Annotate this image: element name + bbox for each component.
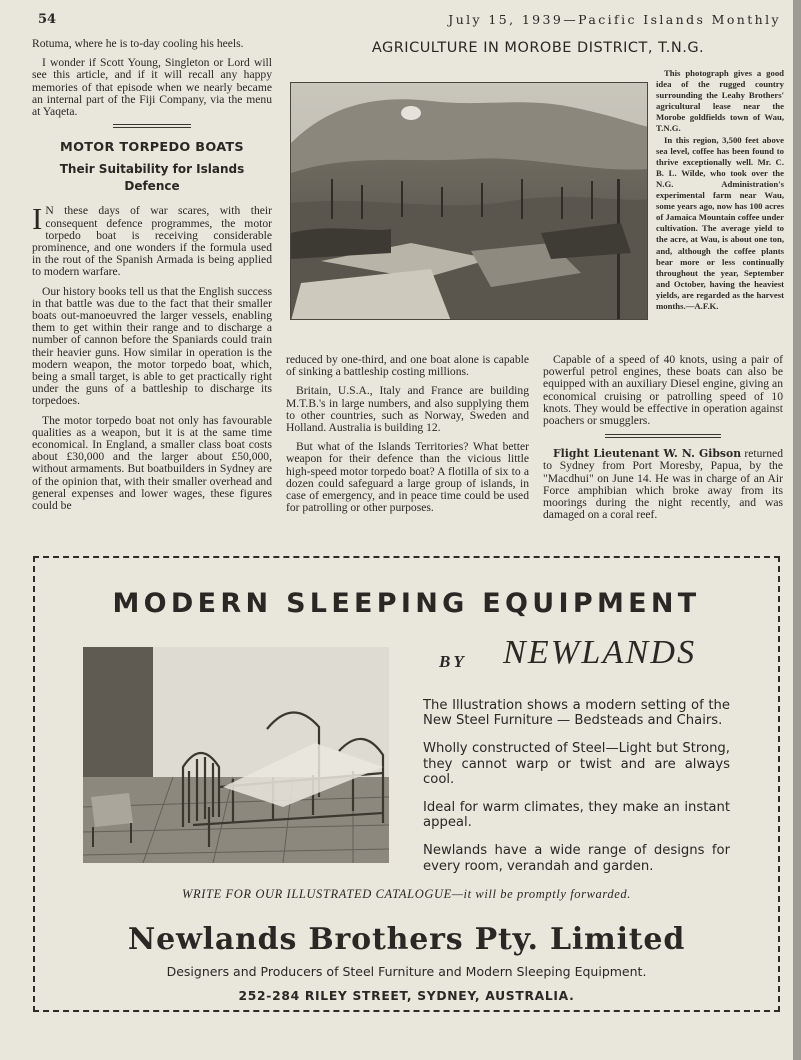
photo-feature-title: AGRICULTURE IN MOROBE DISTRICT, T.N.G.: [371, 40, 705, 56]
ad-address: 252-284 RILEY STREET, SYDNEY, AUSTRALIA.: [238, 989, 575, 1003]
ad-catalogue-offer: WRITE FOR OUR ILLUSTRATED CATALOGUE—it will be promptly forwarded.: [182, 887, 631, 901]
first-paragraph: I N these days of war scares, with their consequent defence programmes, the motor torpedo boat is receiving considerable prominence, and one wonders if the formula used in the rout of the Spanish Armada is being applied to modern warfare.: [32, 201, 272, 279]
page-header: [32, 10, 781, 30]
intro-paragraph: Rotuma, where he is to-day cooling his heels.: [32, 37, 244, 50]
landscape-photo: [290, 82, 648, 320]
article-paragraph: reduced by one-third, and one boat alone is capable of sinking a battleship costing millions.: [286, 353, 529, 379]
bedroom-photo-image: [83, 647, 389, 863]
article-paragraph: Our history books tell us that the English success in that battle was due to the fact that their smaller boats out-manoeuvred the larger vessels, enabling them to get within their range and to discharge a number of cannon before the Spaniards could train their heavier guns. How similar in operation is the modern weapon, the motor torpedo boat, which, being a small target, is able to get practically right under the guns of a battleship to discharge its torpedoes.: [32, 284, 272, 408]
news-subject-name: Flight Lieutenant W. N. Gibson: [553, 447, 742, 461]
bedroom-photo: [83, 647, 389, 863]
news-paragraph: Flight Lieutenant W. N. Gibson returned to Sydney from Port Moresby, Papua, by the "Macdhui" on June 14. He was in charge of an Air Force amphibian which broke away from its moorings during the night recently, and was damaged on a coral reef.: [543, 447, 783, 522]
article-subtitle: Their Suitability for Islands Defence: [59, 162, 245, 194]
landscape-photo-image: [291, 83, 648, 320]
ad-tagline: Designers and Producers of Steel Furniture and Modern Sleeping Equipment.: [166, 964, 647, 979]
ad-brand: NEWLANDS: [503, 634, 697, 671]
section-divider: [605, 434, 721, 438]
ad-headline: MODERN SLEEPING EQUIPMENT: [112, 588, 701, 619]
photo-caption: [656, 68, 784, 312]
article-paragraph: Britain, U.S.A., Italy and France are building M.T.B.'s in large numbers, and also supplying them to other countries, such as Norway, Sweden and Holland. Australia is building 12.: [286, 384, 529, 435]
caption-paragraph: In this region, 3,500 feet above sea level, coffee has been found to thrive exceptionally well. Mr. C. B. L. Wilde, who took over the N.G. Administration's experimental farm near Wau, some years ago, now has 100 acres of Jamaica Mountain coffee under cultivation. The average yield to the acre, at Wau, is about one ton, and, although the coffee plants bear more or less continually throughout the year, September and October, having the heaviest yields, are regarded as the harvest months.—A.F.K.: [656, 134, 784, 311]
intro-paragraph: I wonder if Scott Young, Singleton or Lord will see this article, and if it will recall any happy memories of that episode when we nearly became an internal part of the Fiji Company, via the menu at Yaqeta.: [32, 56, 272, 119]
article-title: MOTOR TORPEDO BOATS: [60, 140, 244, 156]
column-right: [543, 354, 783, 528]
caption-paragraph: This photograph gives a good idea of the rugged country surrounding the Leahy Brothers' agricultural lease near the Morobe goldfields town of Wau, T.N.G.: [656, 68, 784, 134]
section-divider: [113, 124, 191, 128]
ad-paragraph: The Illustration shows a modern setting of the New Steel Furniture — Bedsteads and Chairs.: [423, 698, 730, 729]
article-paragraph: Capable of a speed of 40 knots, using a pair of powerful petrol engines, these boats can also be equipped with an auxiliary Diesel engine, giving an economical cruising or patrolling speed of 10 knots. They would be effective in operation against poachers or smugglers.: [543, 353, 783, 428]
page-edge-shadow: [793, 0, 801, 1060]
ad-paragraph: Ideal for warm climates, they make an instant appeal.: [423, 800, 730, 831]
article-paragraph: The motor torpedo boat not only has favourable qualities as a weapon, but it is at the same time economical. In England, a smaller class boat costs about £30,000 and the larger about £50,000, without armaments. But boatbuilders in Sydney are of the opinion that, with their smaller overhead and general expenses and lower wages, these figures could be: [32, 413, 272, 513]
column-left: [32, 38, 272, 519]
article-paragraph: But what of the Islands Territories? What better weapon for their defence than the vicious little high-speed motor torpedo boat? A flotilla of six to a dozen could safeguard a large group of islands, in case of emergency, and in peace time could be used for patrolling or other purposes.: [286, 440, 529, 515]
running-head: July 15, 1939—Pacific Islands Monthly: [448, 12, 781, 27]
advertisement: [33, 556, 780, 1012]
ad-paragraph: Wholly constructed of Steel—Light but Strong, they cannot warp or twist and are always cool.: [423, 741, 730, 787]
ad-paragraph: Newlands have a wide range of designs for every room, verandah and garden.: [423, 843, 730, 874]
page-number: 54: [38, 12, 57, 27]
drop-cap: I: [32, 201, 43, 237]
ad-company-name: Newlands Brothers Pty. Limited: [127, 922, 686, 957]
ad-body: [423, 698, 730, 887]
ad-by: BY: [439, 652, 467, 671]
column-middle: [286, 354, 529, 521]
